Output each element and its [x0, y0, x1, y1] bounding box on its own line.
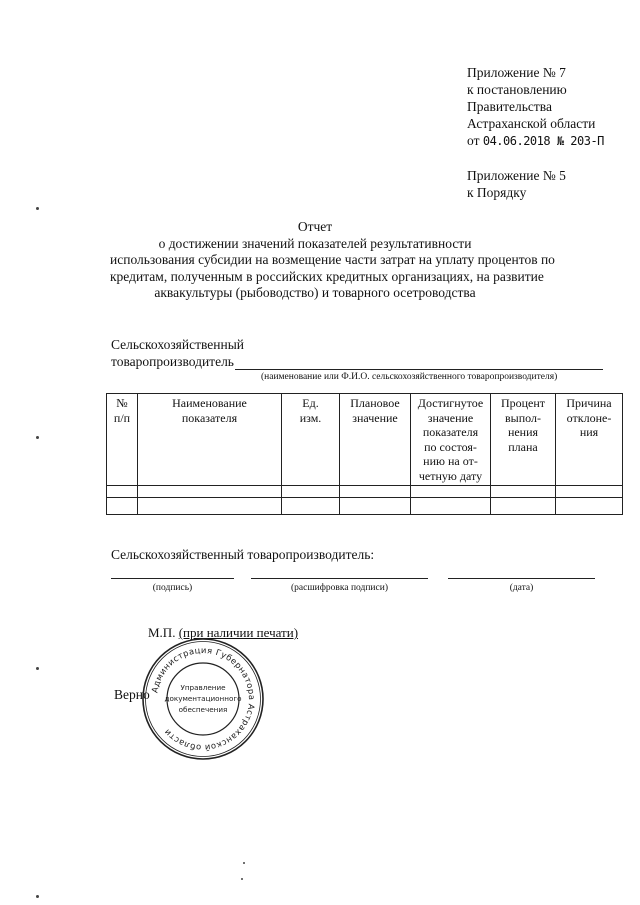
- signature-decode-blank[interactable]: [251, 577, 428, 579]
- seal-note-text: (при наличии печати): [178, 625, 299, 640]
- appendix-line: Приложение № 5: [467, 168, 566, 183]
- appendix-date-line: [467, 132, 637, 150]
- table-cell[interactable]: [107, 486, 138, 498]
- table-cell[interactable]: [138, 498, 282, 515]
- table-cell[interactable]: [138, 486, 282, 498]
- date-label: (дата): [509, 583, 534, 593]
- seal-stamp: [140, 636, 266, 762]
- producer-label-line2: товаропроизводитель: [111, 354, 234, 369]
- producer-field: [111, 336, 621, 383]
- report-title: [110, 219, 555, 302]
- scan-speck: [241, 878, 243, 880]
- signature-label: (подпись): [152, 583, 193, 593]
- appendix-block: [467, 64, 637, 201]
- table-cell[interactable]: [556, 486, 623, 498]
- header-cell-percent: Процент выпол- нения плана: [491, 394, 556, 486]
- producer-hint: (наименование или Ф.И.О. сельскохозяйственного товаропроизводителя): [261, 372, 558, 382]
- stamp-ring-text: Администрация Губернатора Астраханской области: [149, 644, 258, 754]
- table-cell[interactable]: [411, 498, 491, 515]
- seal-note-prefix: М.П.: [148, 625, 179, 640]
- table-cell[interactable]: [491, 486, 556, 498]
- header-cell-reason: Причина отклоне- ния: [556, 394, 623, 486]
- producer-name-blank[interactable]: [235, 355, 603, 370]
- header-cell-unit: Ед. изм.: [282, 394, 340, 486]
- table-cell[interactable]: [282, 486, 340, 498]
- certified-mark: Верно: [114, 687, 150, 702]
- table-cell[interactable]: [340, 498, 411, 515]
- table-cell[interactable]: [340, 486, 411, 498]
- header-cell-plan: Плановое значение: [340, 394, 411, 486]
- table-cell[interactable]: [282, 498, 340, 515]
- scan-speck: [36, 436, 39, 439]
- appendix-date: 04.06.2018 № 203-П: [482, 134, 604, 148]
- stamp-center-line: Управление: [180, 683, 226, 692]
- appendix-date-prefix: от: [467, 133, 480, 148]
- table-cell[interactable]: [491, 498, 556, 515]
- title-line: о достижении значений показателей результативности: [158, 235, 472, 251]
- table-cell[interactable]: [107, 498, 138, 515]
- title-line: использования субсидии на возмещение части затрат на уплату процентов по: [110, 252, 555, 267]
- title-line: кредитам, полученным в российских кредитных организациях, на развитие: [110, 268, 544, 284]
- scan-speck: [36, 895, 39, 898]
- report-table: [106, 393, 623, 515]
- title-line: аквакультуры (рыбоводство) и товарного осетроводства: [154, 285, 476, 300]
- appendix-line: к постановлению: [467, 82, 567, 97]
- scan-speck: [243, 862, 245, 864]
- scan-speck: [36, 207, 39, 210]
- signature-title: Сельскохозяйственный товаропроизводитель:: [111, 547, 375, 562]
- table-cell[interactable]: [556, 498, 623, 515]
- table-header-row: [107, 394, 623, 486]
- table-row: [107, 498, 623, 515]
- signature-blank[interactable]: [111, 577, 234, 579]
- producer-row: [111, 353, 621, 370]
- appendix-order-block: [467, 167, 637, 201]
- producer-label-line1: Сельскохозяйственный: [111, 337, 245, 352]
- appendix-line: Астраханской области: [467, 116, 596, 131]
- scan-speck: [36, 667, 39, 670]
- appendix-line: Правительства: [467, 99, 552, 114]
- appendix-line: Приложение № 7: [467, 65, 566, 80]
- table-row: [107, 486, 623, 498]
- table-cell[interactable]: [411, 486, 491, 498]
- header-cell-achieved: Достигнутое значение показателя по состоя- нию на от- четную дату: [411, 394, 491, 486]
- appendix-line: к Порядку: [467, 185, 527, 200]
- stamp-center-line: документационного: [164, 694, 242, 703]
- decode-label: (расшифровка подписи): [291, 583, 388, 593]
- header-cell-name: Наименование показателя: [138, 394, 282, 486]
- stamp-center-line: обеспечения: [178, 705, 228, 714]
- signature-date-blank[interactable]: [448, 577, 595, 579]
- header-cell-number: № п/п: [107, 394, 138, 486]
- title-line: Отчет: [297, 219, 333, 234]
